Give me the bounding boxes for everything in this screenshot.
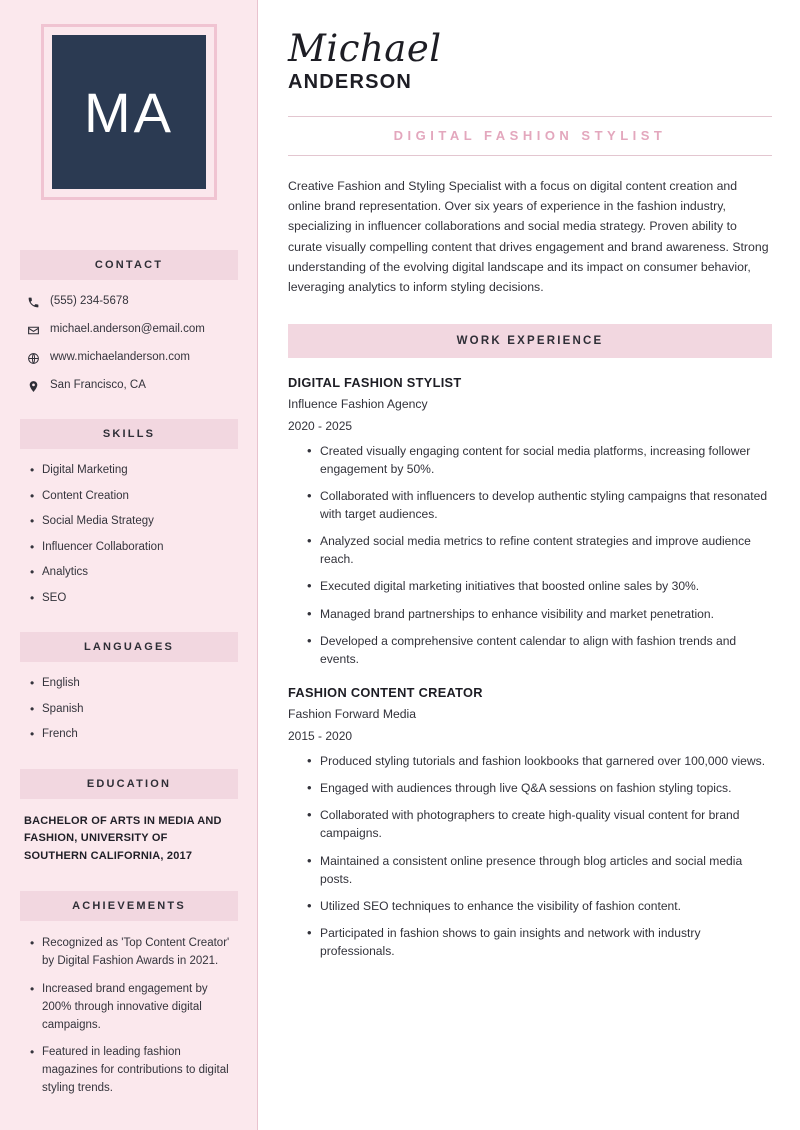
list-item: • Social Media Strategy — [42, 514, 238, 530]
contact-website-text: www.michaelanderson.com — [50, 351, 190, 363]
skills-heading: SKILLS — [20, 419, 238, 449]
list-item: • Collaborated with photographers to create high-quality visual content for brand campaigns. — [320, 806, 772, 842]
list-item: • Analytics — [42, 565, 238, 581]
contact-email-text: michael.anderson@email.com — [50, 323, 205, 335]
skills-list — [20, 463, 238, 606]
list-item: • English — [42, 676, 238, 692]
contact-phone-text: (555) 234-5678 — [50, 295, 129, 307]
job-title: FASHION CONTENT CREATOR — [288, 684, 483, 700]
sidebar — [0, 0, 258, 1130]
list-item: • Digital Marketing — [42, 463, 238, 479]
first-name: Michael — [288, 27, 442, 70]
work-experience-entry-1 — [288, 375, 772, 668]
last-name: ANDERSON — [288, 70, 413, 93]
list-item: • Influencer Collaboration — [42, 540, 238, 556]
job-organization: Influence Fashion Agency — [288, 396, 428, 411]
monogram-box — [52, 35, 206, 189]
list-item: • Developed a comprehensive content calendar to align with fashion trends and events. — [320, 632, 772, 668]
work-experience-entry-2 — [288, 685, 772, 960]
list-item: • Spanish — [42, 702, 238, 718]
job-dates: 2020 - 2025 — [288, 418, 353, 433]
contact-item-location — [26, 378, 232, 393]
achievements-heading: ACHIEVEMENTS — [20, 891, 238, 921]
professional-title: DIGITAL FASHION STYLIST — [393, 127, 667, 143]
list-item: • Increased brand engagement by 200% through innovative digital campaigns. — [42, 981, 238, 1034]
list-item: • Recognized as 'Top Content Creator' by Digital Fashion Awards in 2021. — [42, 935, 238, 971]
monogram-initials: MA — [84, 80, 174, 144]
list-item: • Maintained a consistent online presence through blog articles and social media posts. — [320, 852, 772, 888]
job-title-band — [288, 116, 772, 156]
globe-icon — [26, 351, 40, 365]
main-column — [258, 0, 800, 1130]
professional-summary: Creative Fashion and Styling Specialist with a focus on digital content creation and online brand representation. Over six years of experience in the fashion industry, specializing in influencer collaborations and social media strategy. Proven ability to curate visually compelling content that drives engagement and brand awareness. Strong understanding of the evolving digital landscape and its impact on consumer behavior, leveraging analytics to inform styling decisions. — [288, 178, 769, 295]
location-pin-icon — [26, 379, 40, 393]
list-item: • Participated in fashion shows to gain insights and network with industry professionals. — [320, 924, 772, 960]
list-item: • French — [42, 727, 238, 743]
job-duties-list — [288, 752, 772, 960]
list-item: • Executed digital marketing initiatives that boosted online sales by 30%. — [320, 577, 772, 595]
work-experience-heading: WORK EXPERIENCE — [288, 324, 772, 358]
list-item: • Featured in leading fashion magazines for contributions to digital styling trends. — [42, 1044, 238, 1097]
job-organization: Fashion Forward Media — [288, 706, 417, 721]
contact-item-email — [26, 322, 232, 337]
job-title: DIGITAL FASHION STYLIST — [288, 374, 462, 390]
list-item: • Produced styling tutorials and fashion lookbooks that garnered over 100,000 views. — [320, 752, 772, 770]
contact-item-phone — [26, 294, 232, 309]
education-heading: EDUCATION — [20, 769, 238, 799]
list-item: • Managed brand partnerships to enhance visibility and market penetration. — [320, 605, 772, 623]
languages-heading: LANGUAGES — [20, 632, 238, 662]
contact-item-website — [26, 350, 232, 365]
list-item: • Content Creation — [42, 489, 238, 505]
list-item: • Analyzed social media metrics to refine content strategies and improve audience reach. — [320, 532, 772, 568]
contact-list — [20, 294, 238, 393]
list-item: • Engaged with audiences through live Q&A sessions on fashion styling topics. — [320, 779, 772, 797]
phone-icon — [26, 295, 40, 309]
education-entry: BACHELOR OF ARTS IN MEDIA AND FASHION, UNIVERSITY OF SOUTHERN CALIFORNIA, 2017 — [24, 814, 222, 862]
list-item: • Created visually engaging content for social media platforms, increasing follower engagement by 50%. — [320, 442, 772, 478]
monogram-frame — [41, 24, 217, 200]
achievements-list — [20, 935, 238, 1098]
contact-location-text: San Francisco, CA — [50, 379, 146, 391]
list-item: • Collaborated with influencers to develop authentic styling campaigns that resonated with target audiences. — [320, 487, 772, 523]
job-dates: 2015 - 2020 — [288, 728, 353, 743]
name-block — [288, 27, 772, 94]
contact-heading: CONTACT — [20, 250, 238, 280]
languages-list — [20, 676, 238, 743]
list-item: • SEO — [42, 591, 238, 607]
envelope-icon — [26, 323, 40, 337]
job-duties-list — [288, 442, 772, 668]
list-item: • Utilized SEO techniques to enhance the visibility of fashion content. — [320, 897, 772, 915]
